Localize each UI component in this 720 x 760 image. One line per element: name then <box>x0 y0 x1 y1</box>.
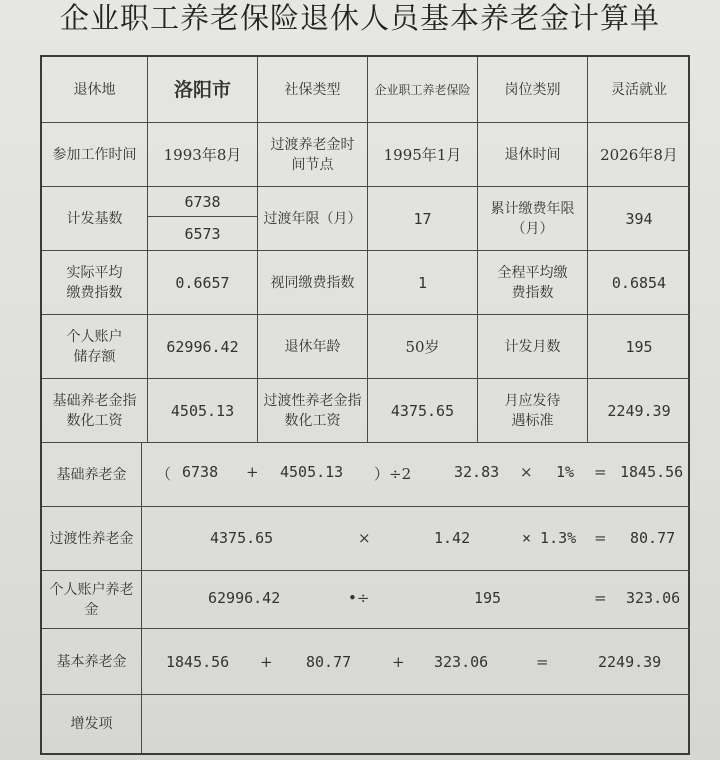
transition-wage-label: 过渡性养老金指数化工资 <box>258 379 368 443</box>
transition-years-value: 17 <box>368 187 478 251</box>
basic-b: 4505.13 <box>280 463 344 481</box>
base-label: 计发基数 <box>42 187 148 251</box>
account-pension-label: 个人账户养老金 <box>42 571 142 629</box>
transition-eq: = <box>594 529 607 547</box>
base-value-1: 6738 <box>148 187 258 217</box>
account-label: 个人账户储存额 <box>42 315 148 379</box>
insurance-type-value: 企业职工养老保险 <box>368 57 478 123</box>
overall-index-label: 全程平均缴费指数 <box>478 251 588 315</box>
work-start-label: 参加工作时间 <box>42 123 148 187</box>
months-value: 195 <box>588 315 690 379</box>
page-title: 企业职工养老保险退休人员基本养老金计算单 <box>59 1 660 35</box>
basic-a: 6738 <box>182 463 219 481</box>
total-contrib-label: 累计缴费年限（月） <box>478 187 588 251</box>
account-pension-formula <box>142 571 690 629</box>
total-pension-label: 基本养老金 <box>42 629 142 695</box>
retire-time-value: 2026年8月 <box>588 123 690 187</box>
extra-label: 增发项 <box>42 695 142 753</box>
pension-table <box>40 55 690 755</box>
basic-pension-label: 基础养老金 <box>42 443 142 507</box>
basic-wage-label: 基础养老金指数化工资 <box>42 379 148 443</box>
total-b: 80.77 <box>306 653 352 671</box>
retire-time-label: 退休时间 <box>478 123 588 187</box>
transition-result: 80.77 <box>630 529 676 547</box>
transition-wage-value: 4375.65 <box>368 379 478 443</box>
transition-node-value: 1995年1月 <box>368 123 478 187</box>
transition-a: 4375.65 <box>210 529 274 547</box>
deemed-index-label: 视同缴费指数 <box>258 251 368 315</box>
transition-years-label: 过渡年限（月） <box>258 187 368 251</box>
basic-pension-formula <box>142 443 690 507</box>
job-type-label: 岗位类别 <box>478 57 588 123</box>
basic-result: 1845.56 <box>620 463 684 481</box>
basic-close-div: ）÷2 <box>374 465 412 483</box>
retire-age-label: 退休年龄 <box>258 315 368 379</box>
basic-wage-value: 4505.13 <box>148 379 258 443</box>
months-label: 计发月数 <box>478 315 588 379</box>
account-div: •÷ <box>348 589 370 607</box>
total-pension-formula <box>142 629 690 695</box>
basic-years: 32.83 <box>454 463 500 481</box>
account-eq: = <box>594 589 607 607</box>
basic-rate: 1% <box>556 463 575 481</box>
extra-value-area <box>142 695 690 753</box>
transition-node-label: 过渡养老金时间节点 <box>258 123 368 187</box>
total-contrib-value: 394 <box>588 187 690 251</box>
overall-index-value: 0.6854 <box>588 251 690 315</box>
insurance-type-label: 社保类型 <box>258 57 368 123</box>
transition-pension-label: 过渡性养老金 <box>42 507 142 571</box>
retire-age-value: 50岁 <box>368 315 478 379</box>
total-result: 2249.39 <box>598 653 662 671</box>
account-a: 62996.42 <box>208 589 281 607</box>
basic-plus: + <box>246 463 259 481</box>
total-a: 1845.56 <box>166 653 230 671</box>
total-plus-1: + <box>260 653 273 671</box>
transition-rate: × 1.3% <box>522 529 577 547</box>
account-months: 195 <box>474 589 502 607</box>
total-c: 323.06 <box>434 653 489 671</box>
basic-eq: = <box>594 463 607 481</box>
account-value: 62996.42 <box>148 315 258 379</box>
work-start-value: 1993年8月 <box>148 123 258 187</box>
base-value-2: 6573 <box>148 217 258 251</box>
account-result: 323.06 <box>626 589 681 607</box>
basic-open-paren: （ <box>156 465 172 483</box>
transition-years: 1.42 <box>434 529 471 547</box>
deemed-index-value: 1 <box>368 251 478 315</box>
job-type-value: 灵活就业 <box>588 57 690 123</box>
transition-pension-formula <box>142 507 690 571</box>
total-eq: = <box>536 653 549 671</box>
actual-index-label: 实际平均缴费指数 <box>42 251 148 315</box>
retire-place-value: 洛阳市 <box>148 57 258 123</box>
actual-index-value: 0.6657 <box>148 251 258 315</box>
basic-times: × <box>520 463 533 481</box>
monthly-value: 2249.39 <box>588 379 690 443</box>
total-plus-2: + <box>392 653 405 671</box>
transition-times: × <box>358 529 371 547</box>
retire-place-label: 退休地 <box>42 57 148 123</box>
monthly-label: 月应发待遇标准 <box>478 379 588 443</box>
